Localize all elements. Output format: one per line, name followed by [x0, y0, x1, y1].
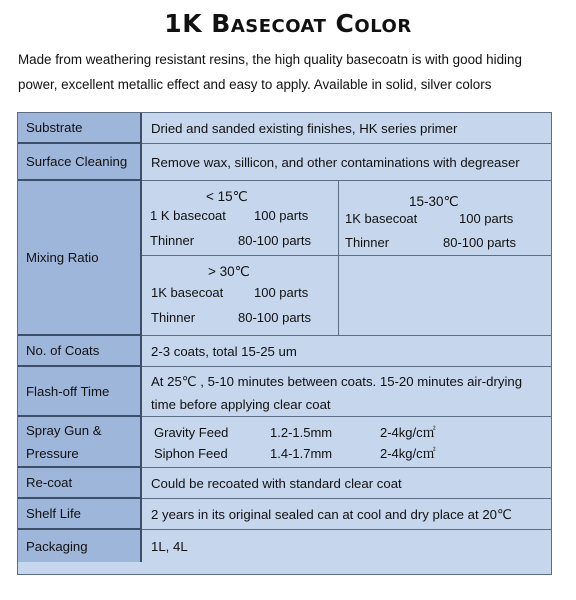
spray-gun-value — [142, 417, 551, 468]
recoat-value: Could be recoated with standard clear coat — [142, 468, 551, 499]
product-description: Made from weathering resistant resins, the high quality basecoatn is with good hiding power, excellent metallic effect and easy to apply. Available in solid, silver colors — [18, 52, 522, 92]
coats-value: 2-3 coats, total 15-25 um — [142, 336, 551, 367]
siphon-feed-nozzle: 1.4-1.7mm — [270, 446, 333, 461]
substrate-value: Dried and sanded existing finishes, HK series primer — [142, 113, 551, 144]
spec-table — [17, 112, 552, 575]
mix-mid-cell — [339, 181, 551, 256]
shelf-life-value: 2 years in its original sealed can at cool and dry place at 20℃ — [142, 499, 551, 530]
mix-hot-cell — [142, 256, 339, 335]
mix-cold-basecoat-parts: 100 parts — [254, 208, 309, 223]
siphon-feed-name: Siphon Feed — [154, 446, 228, 461]
mix-cold-thinner: Thinner — [150, 233, 195, 248]
mix-mid-thinner: Thinner — [345, 235, 390, 250]
packaging-label: Packaging — [18, 530, 142, 562]
mix-mid-temp: 15-30℃ — [409, 194, 459, 209]
gravity-feed-name: Gravity Feed — [154, 425, 229, 440]
substrate-label: Substrate — [18, 113, 142, 144]
spray-gun-label-line-1: Spray Gun & — [26, 422, 102, 438]
mix-hot-thinner-parts: 80-100 parts — [238, 310, 311, 325]
siphon-feed-pressure: 2-4kg/c㎡ — [380, 446, 436, 461]
mix-empty-cell — [339, 256, 551, 335]
packaging-value: 1L, 4L — [142, 530, 551, 562]
mixing-ratio-grid — [142, 181, 551, 336]
coats-label: No. of Coats — [18, 336, 142, 367]
mix-mid-basecoat-parts: 100 parts — [459, 211, 514, 226]
mix-hot-thinner: Thinner — [151, 310, 196, 325]
flash-off-label: Flash-off Time — [18, 367, 142, 417]
mix-cold-basecoat: 1 K basecoat — [150, 208, 226, 223]
gravity-feed-pressure: 2-4kg/c㎡ — [380, 425, 436, 440]
gravity-feed-row — [151, 421, 551, 442]
shelf-life-label: Shelf Life — [18, 499, 142, 530]
spray-gun-label — [18, 417, 142, 468]
flash-off-value — [142, 367, 551, 417]
mix-cold-temp: < 15℃ — [206, 189, 248, 204]
mixing-ratio-label: Mixing Ratio — [18, 181, 142, 336]
surface-cleaning-value: Remove wax, sillicon, and other contaminations with degreaser — [142, 144, 551, 181]
mix-mid-basecoat: 1K basecoat — [345, 211, 418, 226]
flash-off-line-1: At 25℃ , 5-10 minutes between coats. 15-20 minutes air-drying — [151, 374, 523, 389]
recoat-label: Re-coat — [18, 468, 142, 499]
mix-hot-temp: > 30℃ — [208, 264, 250, 279]
flash-off-line-2: time before applying clear coat — [151, 397, 331, 412]
mix-hot-basecoat: 1K basecoat — [151, 285, 224, 300]
mix-cold-thinner-parts: 80-100 parts — [238, 233, 311, 248]
spray-gun-label-line-2: Pressure — [26, 445, 79, 461]
gravity-feed-nozzle: 1.2-1.5mm — [270, 425, 333, 440]
mix-hot-basecoat-parts: 100 parts — [254, 285, 309, 300]
mix-mid-thinner-parts: 80-100 parts — [443, 235, 516, 250]
surface-cleaning-label: Surface Cleaning — [18, 144, 142, 181]
page-title: 1K Basecoat Color — [164, 9, 412, 38]
mix-cold-cell — [142, 181, 339, 256]
siphon-feed-row — [151, 442, 551, 463]
